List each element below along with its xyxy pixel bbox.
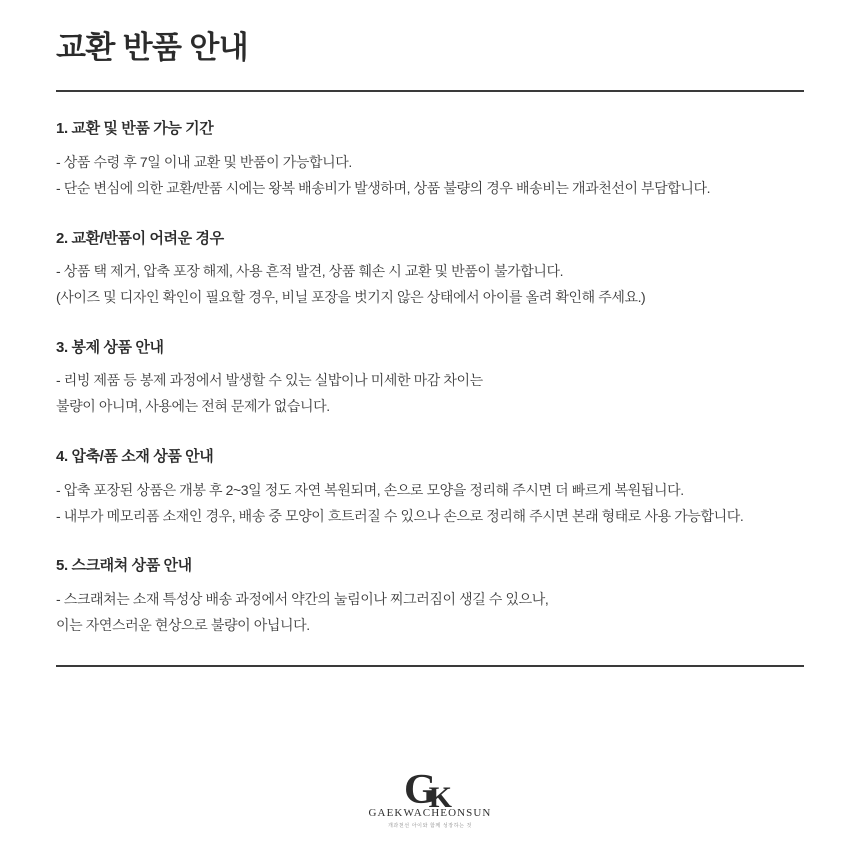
logo-brand-name: GAEKWACHEONSUN	[368, 807, 492, 819]
policy-section	[56, 337, 804, 420]
section-heading: 1. 교환 및 반품 가능 기간	[56, 120, 214, 138]
section-heading: 2. 교환/반품이 어려운 경우	[56, 229, 224, 247]
section-heading: 5. 스크래쳐 상품 안내	[56, 557, 192, 575]
section-line: - 단순 변심에 의한 교환/반품 시에는 왕복 배송비가 발생하며, 상품 불량의 경우 배송비는 개과천선이 부담합니다.	[56, 179, 711, 196]
section-line: - 스크래쳐는 소재 특성상 배송 과정에서 약간의 눌림이나 찌그러짐이 생길 수 있으나,	[56, 590, 549, 607]
policy-section	[56, 555, 804, 638]
section-line: - 리빙 제품 등 봉제 과정에서 발생할 수 있는 실밥이나 미세한 마감 차이는	[56, 372, 483, 389]
policy-section	[56, 118, 804, 201]
logo-subtitle: 개과천선 아이와 함께 성장하는 것	[388, 823, 472, 829]
section-line: - 상품 택 제거, 압축 포장 해제, 사용 흔적 발견, 상품 훼손 시 교환 및 반품이 불가합니다.	[56, 263, 564, 280]
section-heading: 4. 압축/폼 소재 상품 안내	[56, 448, 214, 466]
divider-bottom	[56, 665, 804, 667]
section-line: - 압축 포장된 상품은 개봉 후 2~3일 정도 자연 복원되며, 손으로 모양을 정리해 주시면 더 빠르게 복원됩니다.	[56, 481, 684, 498]
policy-section	[56, 446, 804, 529]
section-line: 불량이 아니며, 사용에는 전혀 문제가 없습니다.	[56, 398, 330, 415]
logo-letter-g: G	[403, 767, 435, 814]
policy-section	[56, 228, 804, 311]
section-line: - 상품 수령 후 7일 이내 교환 및 반품이 가능합니다.	[56, 153, 352, 170]
page-title: 교환 반품 안내	[56, 30, 249, 65]
section-line: (사이즈 및 디자인 확인이 필요할 경우, 비닐 포장을 벗기지 않은 상태에서 아이를 올려 확인해 주세요.)	[56, 288, 646, 305]
logo-monogram	[403, 767, 456, 815]
logo-letter-k: K	[428, 781, 450, 815]
brand-logo	[0, 767, 860, 829]
section-heading: 3. 봉제 상품 안내	[56, 338, 164, 356]
section-line: 이는 자연스러운 현상으로 불량이 아닙니다.	[56, 616, 310, 633]
section-line: - 내부가 메모리폼 소재인 경우, 배송 중 모양이 흐트러질 수 있으나 손으로 정리해 주시면 본래 형태로 사용 가능합니다.	[56, 507, 744, 524]
policy-content	[56, 92, 804, 638]
